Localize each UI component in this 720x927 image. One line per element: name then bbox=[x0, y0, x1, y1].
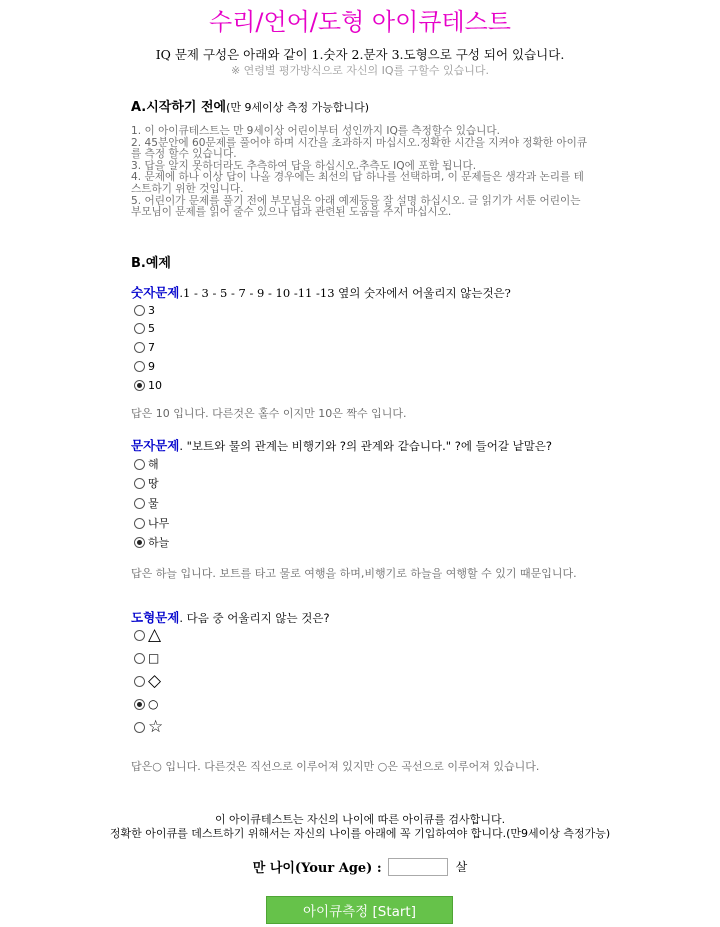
intro-note: ※ 연령별 평가방식으로 자신의 IQ를 구할수 있습니다. bbox=[230, 64, 490, 77]
radio-button[interactable] bbox=[134, 722, 145, 733]
diamond-icon: ◇ bbox=[148, 671, 162, 691]
age-label: 만 나이(Your Age) : bbox=[252, 861, 382, 876]
option-label: 해 bbox=[148, 458, 159, 471]
option-label: 10 bbox=[148, 378, 162, 392]
age-unit: 살 bbox=[455, 860, 468, 874]
radio-button[interactable] bbox=[134, 459, 145, 470]
question-1-keyword: 숫자문제 bbox=[131, 285, 180, 300]
q2-option[interactable] bbox=[134, 533, 169, 551]
q2-option[interactable] bbox=[134, 514, 169, 532]
option-label: 하늘 bbox=[148, 536, 170, 549]
intro-text: IQ 문제 구성은 아래와 같이 1.숫자 2.문자 3.도형으로 구성 되어 있습니다. bbox=[155, 47, 565, 62]
footer-instruction: 정확한 아이큐를 데스트하기 위해서는 자신의 나이를 아래에 꼭 기입하여야 합니다.(만9세이상 측정가능) bbox=[109, 827, 611, 840]
triangle-icon: △ bbox=[148, 625, 162, 645]
radio-button[interactable] bbox=[134, 305, 145, 316]
question-3 bbox=[131, 608, 330, 626]
radio-button-selected[interactable] bbox=[134, 380, 145, 391]
rule-item: 3. 답을 알지 못하더라도 추측하여 답을 하십시오.추측도 IQ에 포함 됩니다. bbox=[131, 159, 477, 172]
radio-button[interactable] bbox=[134, 323, 145, 334]
question-1 bbox=[131, 283, 511, 301]
radio-button[interactable] bbox=[134, 361, 145, 372]
q1-option[interactable] bbox=[134, 376, 162, 394]
question-2-answer: 답은 하늘 입니다. 보트를 타고 물로 여행을 하며,비행기로 하늘을 여행할 수 있기 때문입니다. bbox=[131, 567, 577, 580]
square-icon: □ bbox=[148, 651, 160, 665]
option-label: 5 bbox=[148, 321, 155, 335]
rules-list bbox=[131, 126, 593, 219]
radio-button[interactable] bbox=[134, 676, 145, 687]
radio-button-selected[interactable] bbox=[134, 699, 145, 710]
q2-option[interactable] bbox=[134, 494, 159, 512]
option-label: 9 bbox=[148, 359, 155, 373]
q1-option[interactable] bbox=[134, 319, 155, 337]
radio-button[interactable] bbox=[134, 342, 145, 353]
question-2 bbox=[131, 436, 552, 454]
section-a-subtitle: (만 9세이상 측정 가능합니다) bbox=[226, 101, 370, 114]
option-label: 땅 bbox=[148, 477, 159, 490]
radio-button-selected[interactable] bbox=[134, 537, 145, 548]
footer-note: 이 아이큐테스트는 자신의 나이에 따른 아이큐를 검사합니다. bbox=[214, 813, 506, 826]
circle-icon: ○ bbox=[148, 697, 159, 711]
radio-button[interactable] bbox=[134, 518, 145, 529]
section-a-heading bbox=[131, 96, 369, 115]
question-3-text: . 다음 중 어울리지 않는 것은? bbox=[179, 611, 330, 625]
rule-item: 1. 이 아이큐테스트는 만 9세이상 어린이부터 성인까지 IQ를 측정할수 있습니다. bbox=[131, 125, 500, 137]
question-3-keyword: 도형문제 bbox=[131, 610, 180, 625]
rule-item: 2. 45분안에 60문제를 풀어야 하며 시간을 초과하지 마십시오.정확한 시간을 지켜야 정확한 아이큐를 측정 할수 있습니다. bbox=[131, 136, 588, 161]
star-icon: ☆ bbox=[148, 717, 164, 737]
question-2-text: . "보트와 물의 관계는 비행기와 ?의 관계와 같습니다." ?에 들어갈 낱말은? bbox=[179, 439, 553, 453]
option-label: 물 bbox=[148, 497, 159, 510]
q1-option[interactable] bbox=[134, 338, 155, 356]
question-1-answer: 답은 10 입니다. 다른것은 홀수 이지만 10은 짝수 입니다. bbox=[131, 407, 407, 420]
question-1-text: .1 - 3 - 5 - 7 - 9 - 10 -11 -13 옆의 숫자에서 어울리지 않는것은? bbox=[179, 286, 511, 300]
q2-option[interactable] bbox=[134, 474, 159, 492]
question-2-keyword: 문자문제 bbox=[131, 438, 180, 453]
q3-option[interactable] bbox=[134, 649, 159, 667]
age-input[interactable] bbox=[388, 858, 448, 876]
rule-item: 4. 문제에 하나 이상 답이 나올 경우에는 최선의 답 하나를 선택하며, 이 문제들은 생각과 논리를 테스트하기 위한 것입니다. bbox=[131, 171, 584, 195]
radio-button[interactable] bbox=[134, 498, 145, 509]
radio-button[interactable] bbox=[134, 478, 145, 489]
q1-option[interactable] bbox=[134, 357, 155, 375]
section-a-title: A.시작하기 전에 bbox=[131, 100, 227, 115]
option-label: 3 bbox=[148, 303, 155, 317]
q3-option[interactable] bbox=[134, 672, 161, 690]
q3-option[interactable] bbox=[134, 626, 161, 644]
option-label: 나무 bbox=[148, 517, 170, 530]
radio-button[interactable] bbox=[134, 653, 145, 664]
start-button[interactable]: 아이큐측정 [Start] bbox=[266, 896, 453, 924]
q3-option[interactable] bbox=[134, 718, 163, 736]
q2-option[interactable] bbox=[134, 455, 159, 473]
age-row bbox=[0, 857, 720, 876]
option-label: 7 bbox=[148, 340, 155, 354]
q3-option[interactable] bbox=[134, 695, 158, 713]
question-3-answer: 답은○ 입니다. 다른것은 직선으로 이루어져 있지만 ○은 곡선으로 이루어져 있습니다. bbox=[131, 760, 540, 773]
radio-button[interactable] bbox=[134, 630, 145, 641]
q1-option[interactable] bbox=[134, 301, 155, 319]
section-b-heading: B.예제 bbox=[131, 256, 171, 271]
page-title: 수리/언어/도형 아이큐테스트 bbox=[208, 8, 511, 36]
rule-item: 5. 어린이가 문제를 풀기 전에 부모님은 아래 예제등을 잘 설명 하십시오. 글 읽기가 서툰 어린이는 부모님이 문제를 읽어 줄수 있으나 답과 관련된 도움을 주지 마십시오. bbox=[131, 194, 581, 219]
